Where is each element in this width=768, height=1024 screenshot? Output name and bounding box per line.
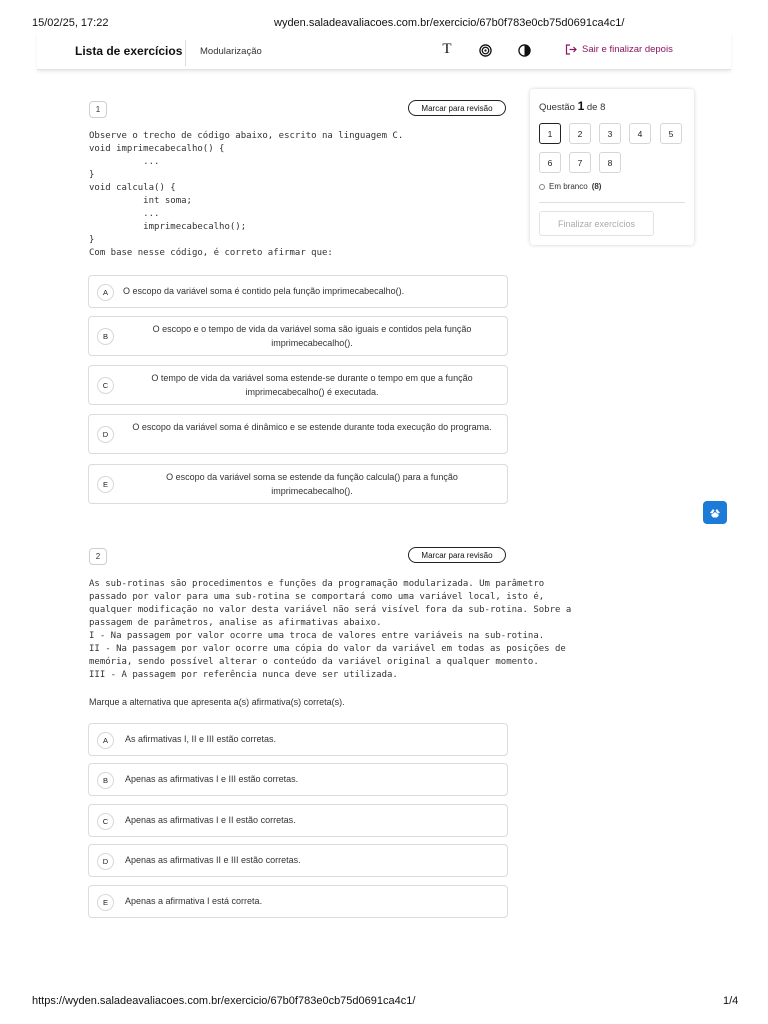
question-nav-4[interactable]: 4	[629, 123, 651, 144]
navigator-heading	[539, 99, 605, 113]
mark-review-button[interactable]: Marcar para revisão	[408, 100, 506, 116]
option-text: O escopo da variável soma se estende da função calcula() para a função imprimecabecalho().	[166, 472, 458, 496]
option-c[interactable]	[88, 804, 508, 837]
option-letter: C	[97, 377, 114, 394]
navigator-total: de 8	[586, 102, 606, 113]
option-c[interactable]	[88, 365, 508, 405]
finalize-button[interactable]: Finalizar exercícios	[539, 211, 654, 236]
option-e[interactable]	[88, 464, 508, 504]
question-nav-2[interactable]: 2	[569, 123, 591, 144]
question-nav-6[interactable]: 6	[539, 152, 561, 173]
option-letter: E	[97, 476, 114, 493]
option-letter: C	[97, 813, 114, 830]
contrast-icon[interactable]	[516, 42, 532, 58]
option-letter: D	[97, 853, 114, 870]
option-letter: B	[97, 328, 114, 345]
blank-status	[539, 182, 601, 191]
navigator-label: Questão	[539, 102, 575, 113]
question-text: As sub-rotinas são procedimentos e funções da programação modularizada. Um parâmetro passado por valor para uma sub-rotina se comportará como uma variável local, isto é, qualquer modificação no valor desta variável não será visível fora da sub-rotina. Sobre a passagem de parâmetros, analise as afirmativas abaixo. I - Na passagem por valor ocorre uma troca de valores entre variáveis na sub-rotina. II - Na passagem por valor ocorre uma cópia do valor da variável em todas as posições de memória, sendo possível alterar o conteúdo da variável original a qualquer momento. III - A passagem por referência nunca deve ser utilizada.	[89, 579, 572, 680]
option-b[interactable]	[88, 316, 508, 356]
subject-label: Modularização	[200, 46, 262, 57]
option-text: As afirmativas I, II e III estão corretas.	[125, 734, 277, 744]
question-nav-5[interactable]: 5	[660, 123, 682, 144]
question-number: 1	[89, 101, 107, 118]
option-letter: E	[97, 894, 114, 911]
option-a[interactable]	[88, 723, 508, 756]
option-d[interactable]	[88, 844, 508, 877]
option-text: O escopo da variável soma é contido pela função imprimecabecalho().	[123, 286, 405, 296]
accessibility-hands-icon[interactable]	[703, 501, 727, 524]
question-nav-8[interactable]: 8	[599, 152, 621, 173]
question-text: Observe o trecho de código abaixo, escrito na linguagem C. void imprimecabecalho() { ... } void calcula() { int soma; ... imprimecabecalho(); } Com base nesse código, é correto afirmar que:	[89, 131, 404, 258]
question-navigator	[530, 89, 694, 245]
page-title: Lista de exercícios	[75, 44, 183, 58]
option-letter: A	[97, 284, 114, 301]
question-nav-1[interactable]: 1	[539, 123, 561, 144]
print-url-top: wyden.saladeavaliacoes.com.br/exercicio/67b0f783e0cb75d0691ca4c1/	[274, 17, 625, 29]
option-b[interactable]	[88, 763, 508, 796]
navigator-current: 1	[577, 99, 585, 113]
option-text: Apenas as afirmativas I e II estão corretas.	[125, 815, 296, 825]
navigator-divider	[539, 202, 685, 203]
option-text: O escopo e o tempo de vida da variável soma são iguais e contidos pela função imprimecabecalho().	[152, 324, 472, 348]
blank-count: (8)	[591, 182, 602, 191]
blank-label: Em branco	[549, 182, 588, 191]
header-divider	[185, 40, 186, 66]
focus-target-icon[interactable]	[477, 42, 493, 58]
option-e[interactable]	[88, 885, 508, 918]
print-datetime: 15/02/25, 17:22	[32, 17, 109, 29]
question-nav-7[interactable]: 7	[569, 152, 591, 173]
option-text: O tempo de vida da variável soma estende-se durante o tempo em que a função imprimecabecalho() é executada.	[151, 373, 473, 397]
option-letter: D	[97, 426, 114, 443]
blank-dot-icon	[539, 184, 545, 190]
option-text: O escopo da variável soma é dinâmico e se estende durante toda execução do programa.	[132, 422, 492, 432]
exit-link[interactable]	[565, 44, 673, 55]
option-text: Apenas as afirmativas I e III estão corretas.	[125, 774, 299, 784]
question-prompt: Marque a alternativa que apresenta a(s) afirmativa(s) correta(s).	[89, 697, 345, 707]
font-size-icon[interactable]: T	[442, 40, 452, 57]
option-text: Apenas as afirmativas II e III estão corretas.	[125, 855, 301, 865]
exit-icon	[565, 44, 577, 55]
question-number: 2	[89, 548, 107, 565]
print-url-bottom: https://wyden.saladeavaliacoes.com.br/exercicio/67b0f783e0cb75d0691ca4c1/	[32, 995, 416, 1007]
option-d[interactable]	[88, 414, 508, 454]
option-letter: B	[97, 772, 114, 789]
option-a[interactable]	[88, 275, 508, 308]
print-page-number: 1/4	[723, 995, 739, 1007]
option-text: Apenas a afirmativa I está correta.	[125, 896, 263, 906]
exit-label: Sair e finalizar depois	[582, 44, 673, 55]
option-letter: A	[97, 732, 114, 749]
top-bar	[37, 33, 731, 70]
mark-review-button[interactable]: Marcar para revisão	[408, 547, 506, 563]
question-nav-3[interactable]: 3	[599, 123, 621, 144]
